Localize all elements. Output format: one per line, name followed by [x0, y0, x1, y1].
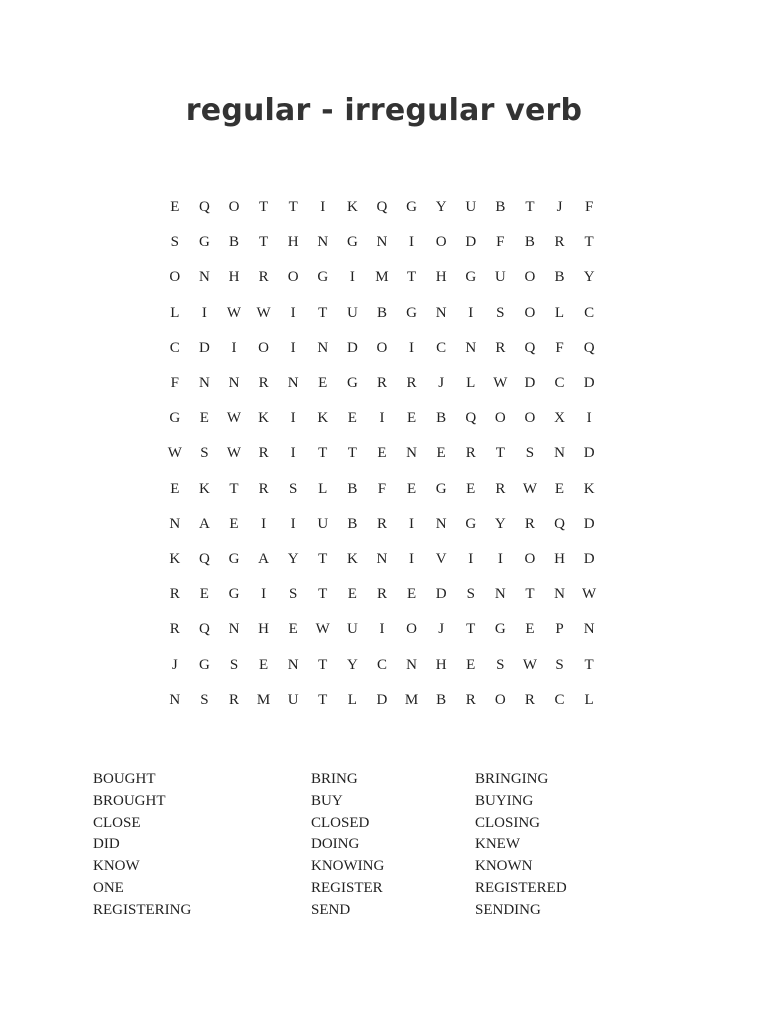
grid-letter: E	[170, 199, 180, 216]
grid-letter: E	[258, 656, 269, 673]
grid-letter: T	[466, 621, 476, 638]
grid-letter: I	[290, 339, 296, 356]
grid-letter: E	[170, 480, 180, 497]
grid-letter: S	[200, 445, 209, 462]
word-list-item: SEND	[311, 901, 351, 918]
grid-letter: B	[347, 515, 358, 532]
word-list-column-2	[311, 769, 384, 922]
grid-letter: R	[406, 375, 417, 392]
grid-letter: I	[261, 515, 267, 532]
grid-letter: T	[406, 269, 417, 286]
grid-letter: U	[346, 304, 358, 321]
grid-letter: G	[198, 234, 210, 251]
grid-letter: Q	[198, 199, 210, 216]
grid-letter: N	[435, 304, 447, 321]
grid-letter: O	[524, 269, 536, 286]
grid-letter: N	[169, 515, 181, 532]
grid-letter: Y	[583, 269, 595, 286]
grid-letter: Q	[554, 515, 565, 532]
grid-letter: I	[290, 410, 296, 427]
grid-letter: S	[496, 656, 505, 673]
grid-row	[160, 683, 608, 718]
word-list-item: ONE	[93, 879, 124, 896]
grid-letter: G	[346, 234, 358, 251]
grid-letter: K	[169, 550, 181, 567]
grid-letter: C	[169, 339, 180, 356]
grid-letter: B	[347, 480, 358, 497]
grid-letter: S	[200, 691, 209, 708]
grid-letter: T	[525, 199, 535, 216]
grid-letter: S	[466, 586, 475, 603]
grid-letter: D	[583, 515, 595, 532]
grid-letter: W	[256, 304, 271, 321]
grid-letter: W	[226, 445, 242, 462]
word-list-item: BRING	[311, 771, 358, 787]
grid-letter: E	[406, 586, 417, 603]
grid-letter: E	[406, 410, 417, 427]
grid-letter: T	[229, 480, 239, 497]
grid-row	[160, 472, 608, 507]
grid-letter: J	[438, 375, 445, 392]
grid-letter: O	[524, 550, 536, 567]
grid-letter: T	[258, 199, 269, 216]
grid-letter: O	[228, 199, 240, 216]
grid-letter: T	[525, 586, 535, 603]
grid-letter: J	[171, 656, 178, 673]
grid-letter: T	[318, 586, 328, 603]
grid-letter: R	[524, 515, 535, 532]
grid-letter: R	[258, 445, 269, 462]
grid-letter: T	[318, 550, 328, 567]
word-list-item: BRINGING	[475, 771, 549, 787]
grid-letter: O	[169, 269, 181, 286]
grid-letter: D	[198, 339, 210, 356]
word-list-item: KNEW	[475, 836, 520, 853]
grid-letter: K	[346, 199, 358, 216]
grid-letter: S	[555, 656, 564, 673]
grid-letter: R	[376, 586, 387, 603]
grid-letter: D	[583, 445, 595, 462]
grid-letter: A	[258, 550, 269, 567]
grid-letter: I	[290, 445, 296, 462]
grid-letter: I	[320, 199, 326, 216]
word-search-grid	[160, 190, 608, 718]
grid-letter: Q	[198, 550, 210, 567]
grid-letter: N	[287, 375, 299, 392]
word-list-item: BOUGHT	[93, 771, 156, 787]
grid-letter: L	[318, 480, 328, 497]
grid-letter: K	[346, 550, 358, 567]
word-list-column-1	[93, 769, 191, 922]
grid-row	[160, 542, 608, 577]
grid-letter: W	[315, 621, 330, 638]
grid-letter: K	[317, 410, 329, 427]
grid-letter: J	[556, 199, 563, 216]
grid-row	[160, 612, 608, 647]
word-list-item: SENDING	[475, 901, 541, 918]
grid-letter: Q	[524, 339, 536, 356]
grid-letter: I	[586, 410, 592, 427]
grid-letter: M	[404, 691, 419, 708]
grid-letter: R	[554, 234, 565, 251]
word-list-item: KNOW	[93, 858, 140, 875]
word-list-item: REGISTERED	[475, 879, 567, 896]
grid-letter: I	[468, 550, 474, 567]
grid-letter: U	[346, 621, 358, 638]
grid-letter: M	[256, 691, 271, 708]
grid-letter: E	[436, 445, 446, 462]
grid-letter: T	[584, 656, 594, 673]
grid-letter: H	[258, 621, 269, 638]
grid-letter: N	[287, 656, 299, 673]
grid-letter: Q	[198, 621, 210, 638]
grid-letter: N	[228, 375, 240, 392]
grid-letter: C	[554, 375, 565, 392]
grid-letter: I	[290, 515, 296, 532]
grid-letter: I	[468, 304, 474, 321]
grid-letter: N	[198, 375, 210, 392]
grid-letter: G	[465, 269, 477, 286]
grid-letter: N	[435, 515, 447, 532]
grid-letter: N	[583, 621, 595, 638]
grid-letter: O	[258, 339, 269, 356]
word-list-item: CLOSED	[311, 814, 370, 831]
grid-letter: E	[466, 480, 476, 497]
grid-letter: S	[289, 480, 298, 497]
grid-letter: I	[349, 269, 355, 286]
grid-letter: C	[584, 304, 595, 321]
grid-letter: G	[494, 621, 506, 638]
grid-letter: R	[169, 621, 180, 638]
grid-letter: W	[493, 375, 508, 392]
grid-letter: X	[554, 410, 565, 427]
grid-letter: H	[435, 269, 447, 286]
grid-row	[160, 190, 608, 225]
grid-letter: N	[406, 656, 417, 673]
grid-letter: T	[318, 304, 328, 321]
grid-row	[160, 331, 608, 366]
grid-letter: B	[524, 234, 535, 251]
grid-letter: N	[169, 691, 181, 708]
grid-letter: D	[435, 586, 447, 603]
grid-letter: E	[318, 375, 328, 392]
grid-row	[160, 366, 608, 401]
word-list-item: BUY	[311, 792, 343, 809]
grid-letter: O	[494, 691, 506, 708]
grid-letter: I	[261, 586, 267, 603]
grid-letter: R	[495, 339, 506, 356]
grid-letter: G	[317, 269, 329, 286]
grid-row	[160, 436, 608, 471]
grid-letter: G	[228, 550, 240, 567]
word-list-column-3	[475, 769, 567, 922]
grid-letter: W	[582, 586, 597, 603]
grid-letter: S	[496, 304, 505, 321]
grid-letter: E	[288, 621, 298, 638]
grid-letter: O	[494, 410, 506, 427]
grid-letter: N	[494, 586, 506, 603]
grid-letter: I	[201, 304, 207, 321]
grid-letter: U	[465, 199, 477, 216]
grid-letter: T	[318, 445, 328, 462]
grid-letter: L	[466, 375, 476, 392]
grid-letter: R	[524, 691, 535, 708]
word-list-item: BUYING	[475, 792, 534, 809]
word-list-item: BROUGHT	[93, 792, 166, 809]
grid-row	[160, 401, 608, 436]
grid-letter: E	[554, 480, 565, 497]
grid-letter: N	[317, 339, 329, 356]
grid-letter: R	[228, 691, 239, 708]
grid-letter: T	[584, 234, 594, 251]
grid-letter: Y	[346, 656, 358, 673]
grid-row	[160, 225, 608, 260]
grid-letter: P	[555, 621, 564, 638]
grid-letter: J	[438, 621, 445, 638]
grid-letter: N	[198, 269, 210, 286]
word-list-item: DOING	[311, 836, 360, 853]
grid-letter: I	[409, 550, 415, 567]
grid-letter: G	[169, 410, 181, 427]
grid-letter: E	[229, 515, 239, 532]
grid-letter: G	[435, 480, 447, 497]
grid-letter: I	[409, 339, 415, 356]
grid-letter: O	[524, 410, 536, 427]
word-list-item: DID	[93, 836, 120, 853]
grid-letter: L	[584, 691, 594, 708]
grid-letter: G	[465, 515, 477, 532]
grid-letter: R	[465, 691, 476, 708]
grid-letter: R	[376, 515, 387, 532]
word-list-item: REGISTER	[311, 879, 383, 896]
grid-letter: D	[376, 691, 388, 708]
grid-row	[160, 507, 608, 542]
grid-letter: F	[555, 339, 564, 356]
word-list-item: KNOWN	[475, 858, 533, 875]
grid-letter: L	[554, 304, 565, 321]
grid-letter: R	[258, 375, 269, 392]
grid-letter: R	[465, 445, 476, 462]
grid-letter: H	[435, 656, 447, 673]
grid-letter: E	[347, 586, 357, 603]
grid-letter: A	[198, 515, 210, 532]
grid-letter: T	[495, 445, 505, 462]
grid-letter: C	[554, 691, 565, 708]
grid-letter: B	[376, 304, 387, 321]
grid-letter: W	[167, 445, 182, 462]
grid-letter: T	[288, 199, 298, 216]
grid-letter: S	[525, 445, 535, 462]
grid-letter: T	[347, 445, 357, 462]
grid-letter: Q	[465, 410, 477, 427]
grid-letter: I	[231, 339, 237, 356]
grid-letter: R	[258, 480, 269, 497]
grid-letter: N	[376, 234, 388, 251]
grid-letter: B	[495, 199, 506, 216]
grid-letter: H	[228, 269, 240, 286]
grid-letter: W	[226, 304, 242, 321]
grid-letter: M	[375, 269, 389, 286]
word-list-item: REGISTERING	[93, 901, 192, 918]
grid-letter: E	[466, 656, 476, 673]
grid-letter: N	[465, 339, 477, 356]
grid-letter: V	[435, 550, 447, 567]
grid-letter: W	[522, 480, 537, 497]
grid-letter: F	[377, 480, 387, 497]
grid-letter: E	[377, 445, 387, 462]
grid-letter: D	[583, 550, 595, 567]
grid-row	[160, 647, 608, 682]
grid-row	[160, 260, 608, 295]
grid-letter: N	[228, 621, 240, 638]
grid-letter: H	[287, 234, 299, 251]
grid-letter: B	[436, 691, 447, 708]
grid-letter: K	[198, 480, 210, 497]
grid-letter: B	[436, 410, 447, 427]
grid-letter: N	[554, 445, 565, 462]
grid-letter: L	[347, 691, 357, 708]
grid-letter: E	[199, 586, 209, 603]
word-list-item: CLOSING	[475, 814, 541, 831]
word-list-item: KNOWING	[311, 858, 385, 875]
grid-letter: C	[436, 339, 447, 356]
grid-letter: D	[524, 375, 536, 392]
grid-letter: U	[494, 269, 506, 286]
grid-letter: R	[495, 480, 506, 497]
grid-letter: K	[258, 410, 269, 427]
grid-letter: Y	[435, 199, 447, 216]
grid-row	[160, 577, 608, 612]
grid-letter: S	[170, 234, 179, 251]
grid-letter: E	[406, 480, 417, 497]
grid-letter: W	[226, 410, 242, 427]
grid-letter: K	[583, 480, 595, 497]
grid-letter: Y	[287, 550, 299, 567]
grid-letter: E	[199, 410, 209, 427]
grid-letter: I	[290, 304, 296, 321]
grid-letter: C	[376, 656, 387, 673]
grid-letter: U	[317, 515, 329, 532]
grid-letter: O	[406, 621, 417, 638]
grid-row	[160, 296, 608, 331]
grid-letter: I	[497, 550, 503, 567]
grid-letter: I	[409, 234, 415, 251]
grid-letter: I	[379, 621, 385, 638]
grid-letter: O	[435, 234, 447, 251]
grid-letter: D	[465, 234, 477, 251]
grid-letter: F	[584, 199, 594, 216]
grid-letter: G	[228, 586, 240, 603]
grid-letter: D	[583, 375, 595, 392]
grid-letter: I	[409, 515, 415, 532]
grid-letter: O	[524, 304, 536, 321]
grid-letter: N	[317, 234, 329, 251]
grid-letter: N	[554, 586, 565, 603]
grid-letter: S	[229, 656, 239, 673]
grid-letter: G	[406, 304, 417, 321]
grid-letter: B	[554, 269, 565, 286]
grid-letter: N	[406, 445, 417, 462]
grid-letter: S	[289, 586, 298, 603]
grid-letter: R	[376, 375, 387, 392]
grid-letter: E	[347, 410, 357, 427]
grid-letter: T	[318, 656, 328, 673]
grid-letter: L	[170, 304, 180, 321]
grid-letter: D	[346, 339, 358, 356]
grid-letter: G	[198, 656, 210, 673]
grid-letter: R	[258, 269, 269, 286]
grid-letter: O	[376, 339, 388, 356]
grid-letter: Y	[494, 515, 506, 532]
grid-letter: F	[496, 234, 505, 251]
grid-letter: R	[169, 586, 180, 603]
grid-letter: T	[258, 234, 269, 251]
grid-letter: G	[406, 199, 417, 216]
grid-letter: B	[228, 234, 239, 251]
grid-letter: F	[170, 375, 179, 392]
grid-letter: I	[379, 410, 385, 427]
grid-letter: Q	[583, 339, 595, 356]
page-title: regular - irregular verb	[185, 93, 583, 128]
grid-letter: E	[525, 621, 535, 638]
word-list-item: CLOSE	[93, 814, 141, 831]
grid-letter: W	[522, 656, 537, 673]
grid-letter: O	[287, 269, 299, 286]
grid-letter: U	[287, 691, 299, 708]
grid-letter: H	[554, 550, 565, 567]
grid-letter: N	[376, 550, 388, 567]
grid-letter: Q	[376, 199, 388, 216]
grid-letter: T	[318, 691, 328, 708]
grid-letter: G	[346, 375, 358, 392]
